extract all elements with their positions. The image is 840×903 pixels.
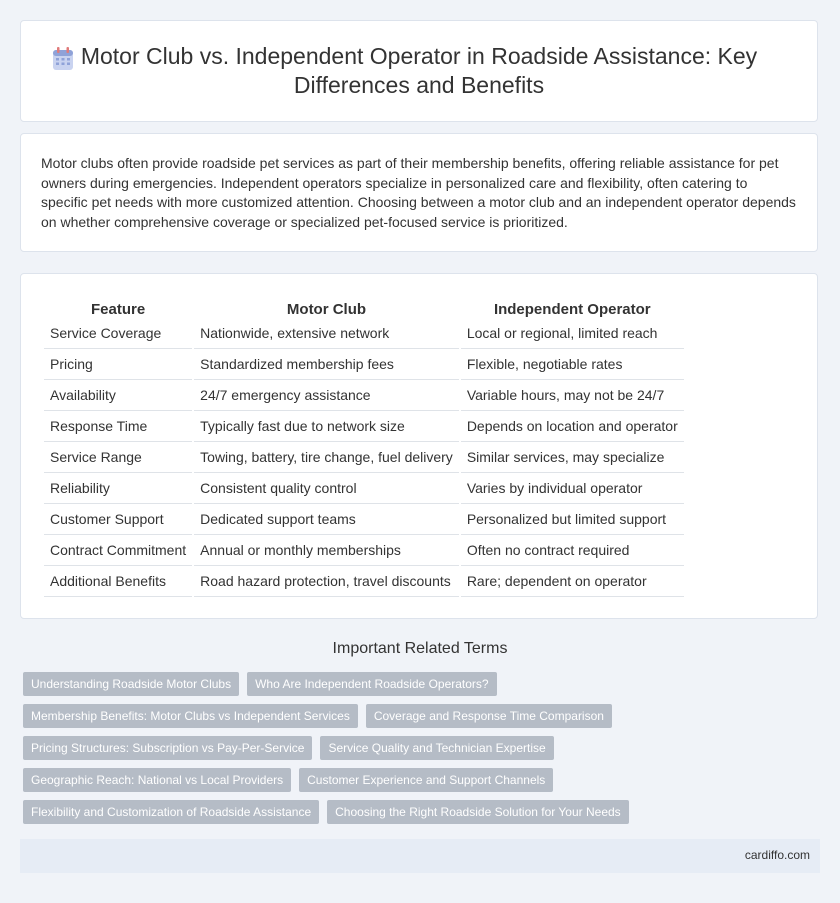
table-cell: Local or regional, limited reach [461,318,684,349]
header-independent-operator: Independent Operator [493,301,651,318]
comparison-table [42,296,686,597]
footer [20,839,820,873]
related-term-tag[interactable]: Geographic Reach: National vs Local Providers [23,768,291,792]
table-cell: Personalized but limited support [461,504,684,535]
table-cell: Rare; dependent on operator [461,566,684,597]
related-term-tag[interactable]: Choosing the Right Roadside Solution for Your Needs [327,800,629,824]
table-cell: Contract Commitment [44,535,192,566]
table-row [44,411,684,442]
table-cell: Service Range [44,442,192,473]
related-term-tag[interactable]: Coverage and Response Time Comparison [366,704,612,728]
table-cell: Nationwide, extensive network [194,318,459,349]
related-terms-list [23,672,823,824]
header-motor-club: Motor Club [286,301,367,318]
table-cell: Availability [44,380,192,411]
table-row [44,504,684,535]
table-cell: Additional Benefits [44,566,192,597]
table-cell: Dedicated support teams [194,504,459,535]
table-cell: Varies by individual operator [461,473,684,504]
related-term-tag[interactable]: Flexibility and Customization of Roadside Assistance [23,800,319,824]
table-cell: Similar services, may specialize [461,442,684,473]
intro-card [20,133,818,252]
table-cell: Response Time [44,411,192,442]
table-cell: Road hazard protection, travel discounts [194,566,459,597]
intro-paragraph: Motor clubs often provide roadside pet services as part of their membership benefits, offering reliable assistance for pet owners during emergencies. Independent operators specialize in personalized care and flexibility, often catering to specific pet needs with more customized attention. Choosing between a motor club and an independent operator depends on whether comprehensive coverage or specialized pet-focused service is prioritized. [41,155,796,230]
table-cell: Customer Support [44,504,192,535]
table-cell: Pricing [44,349,192,380]
related-term-tag[interactable]: Customer Experience and Support Channels [299,768,553,792]
table-cell: Standardized membership fees [194,349,459,380]
table-cell: Reliability [44,473,192,504]
header-card [20,20,818,122]
table-row [44,380,684,411]
table-row [44,566,684,597]
table-header-row [44,296,684,318]
footer-site-link[interactable]: cardiffo.com [744,848,810,862]
table-cell: Annual or monthly memberships [194,535,459,566]
table-cell: Flexible, negotiable rates [461,349,684,380]
table-cell: Consistent quality control [194,473,459,504]
table-row [44,535,684,566]
table-cell: Service Coverage [44,318,192,349]
related-term-tag[interactable]: Membership Benefits: Motor Clubs vs Independent Services [23,704,358,728]
related-term-tag[interactable]: Who Are Independent Roadside Operators? [247,672,496,696]
table-row [44,442,684,473]
header-feature: Feature [90,301,146,318]
table-cell: Depends on location and operator [461,411,684,442]
table-cell: Variable hours, may not be 24/7 [461,380,684,411]
page-title: Motor Club vs. Independent Operator in Roadside Assistance: Key Differences and Benefits [80,43,758,98]
table-row [44,318,684,349]
table-cell: Typically fast due to network size [194,411,459,442]
related-term-tag[interactable]: Understanding Roadside Motor Clubs [23,672,239,696]
related-term-tag[interactable]: Service Quality and Technician Expertise [320,736,553,760]
table-cell: 24/7 emergency assistance [194,380,459,411]
table-row [44,349,684,380]
table-cell: Often no contract required [461,535,684,566]
related-terms-title: Important Related Terms [332,640,508,657]
table-row [44,473,684,504]
comparison-card [20,273,818,619]
related-term-tag[interactable]: Pricing Structures: Subscription vs Pay-Per-Service [23,736,312,760]
table-cell: Towing, battery, tire change, fuel delivery [194,442,459,473]
